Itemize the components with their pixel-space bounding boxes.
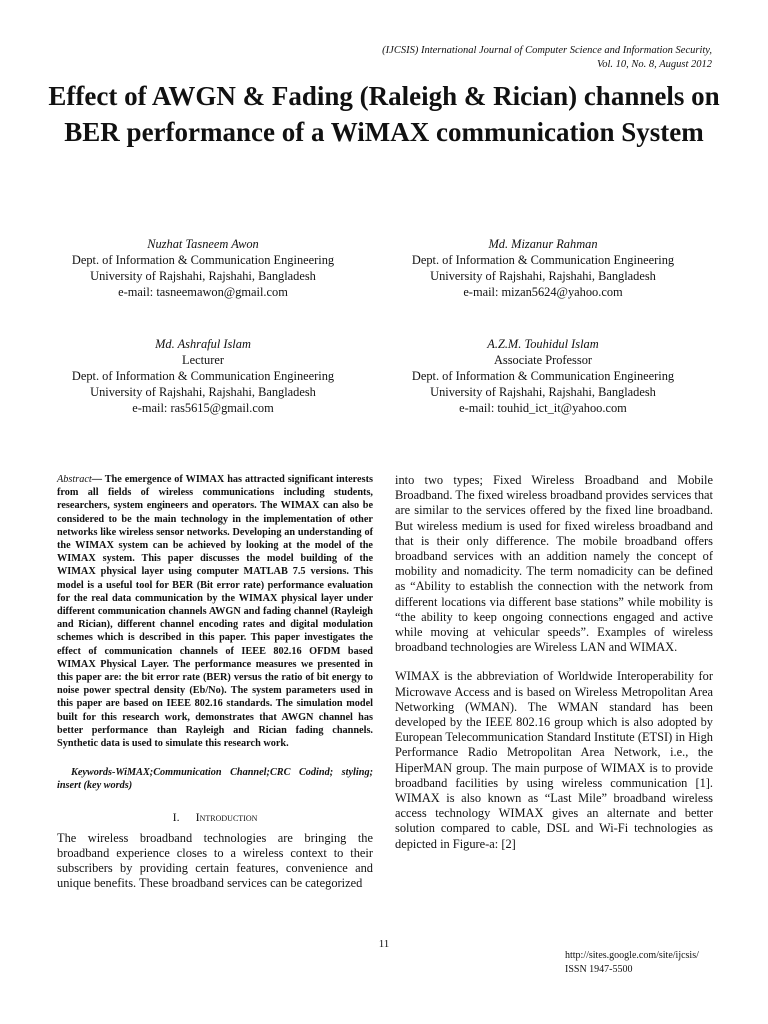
author-email: e-mail: touhid_ict_it@yahoo.com (459, 401, 627, 415)
author-role: Lecturer (182, 353, 224, 367)
intro-paragraph-continued: into two types; Fixed Wireless Broadband and Mobile Broadband. The fixed wireless broadband provides services that are similar to the services offered by the fixed line broadband. But wireless medium is used for fixed wireless broadband and that is their only difference. The mobile broadband offers broadband services with an addition namely the concept of mobility and nomadicity. The term nomadicity can be defined as “Ability to establish the connection with the network from different locations via different base stations” while mobility is “the ability to keep ongoing connections engaged and active while moving at vehicular speeds”. Examples of wireless broadband technologies are Wireless LAN and WIMAX. (395, 473, 713, 655)
section-number: I. (172, 809, 180, 824)
footer-issn: ISSN 1947-5500 (565, 963, 633, 975)
author-name: Md. Ashraful Islam (155, 337, 251, 351)
page-number: 11 (378, 938, 390, 950)
abstract-label: Abstract (57, 474, 92, 485)
author-univ: University of Rajshahi, Rajshahi, Bangladesh (90, 385, 316, 399)
journal-header (382, 44, 712, 72)
author-univ: University of Rajshahi, Rajshahi, Bangladesh (430, 385, 656, 399)
right-column (395, 473, 713, 852)
author-block-1 (53, 236, 353, 300)
abstract-text: The emergence of WIMAX has attracted significant interests from all fields of wireless communications including students, researchers, system engineers and operators. The WIMAX can also be considered to be the main technology in the implementation of other networks like wireless sensor networks. Developing an understanding of the WIMAX system can be achieved by looking at the model of the WIMAX system. This paper discusses the model building of the WIMAX physical layer using computer MATLAB 7.5 versions. This model is a useful tool for BER (Bit error rate) performance evaluation for the real data communication by the WIMAX physical layer under different communication channels AWGN and fading channel (Rayleigh and Rician), different channel encoding rates and digital modulation schemes which is described in this paper. This paper investigates the effect of communication channels of IEEE 802.16 OFDM based WIMAX Physical Layer. The performance measures we presented in this paper are: the bit error rate (BER) versus the ratio of bit energy to noise power spectral density (Eb/No). The system parameters used in this paper are based on IEEE 802.16 standards. The simulation model built for this research work, demonstrates that AWGN channel has better performance than Rayleigh and Rician fading channels. Synthetic data is used to simulate this research work. (57, 474, 373, 750)
author-block-4 (393, 336, 693, 416)
author-block-2 (393, 236, 693, 300)
paper-title: Effect of AWGN & Fading (Raleigh & Rician) channels on BER performance of a WiMAX communication System (48, 81, 720, 147)
author-email: e-mail: tasneemawon@gmail.com (118, 285, 288, 299)
author-dept: Dept. of Information & Communication Engineering (411, 253, 675, 267)
section-heading (57, 809, 373, 825)
author-univ: University of Rajshahi, Rajshahi, Bangladesh (90, 269, 316, 283)
abstract-dash: — (91, 474, 102, 485)
author-name: Nuzhat Tasneem Awon (147, 237, 259, 251)
section-title: Introduction (195, 809, 258, 824)
author-block-3 (53, 336, 353, 416)
author-univ: University of Rajshahi, Rajshahi, Bangladesh (430, 269, 656, 283)
author-dept: Dept. of Information & Communication Engineering (71, 253, 335, 267)
left-column (57, 473, 373, 891)
journal-volume: Vol. 10, No. 8, August 2012 (596, 59, 712, 70)
author-role: Associate Professor (493, 353, 593, 367)
keywords: Keywords-WiMAX;Communication Channel;CRC Codind; styling; insert (key words) (57, 767, 373, 792)
page-footer (565, 949, 699, 976)
intro-paragraph: The wireless broadband technologies are bringing the broadband experience closes to a wireless context to their subscribers by providing certain features, convenience and unique benefits. These broadband services can be categorized (57, 830, 373, 891)
abstract (57, 473, 373, 750)
author-name: A.Z.M. Touhidul Islam (487, 337, 599, 351)
journal-name: (IJCSIS) International Journal of Computer Science and Information Security, (382, 45, 712, 56)
author-email: e-mail: mizan5624@yahoo.com (463, 285, 623, 299)
wimax-paragraph: WIMAX is the abbreviation of Worldwide Interoperability for Microwave Access and is based on Wireless Metropolitan Area Networking (WMAN). The WMAN standard has been developed by the IEEE 802.16 group which is also adopted by European Telecommunication Standard Institute (ETSI) in High Performance Radio Metropolitan Area Network, i.e., the HiperMAN group. The main purpose of WIMAX is to provide broadband facilities by using wireless communication [1]. WIMAX is also known as “Last Mile” broadband wireless access technology WIMAX gives an alternate and better solution compared to cable, DSL and Wi-Fi technologies as depicted in Figure-a: [2] (395, 669, 713, 851)
footer-url: http://sites.google.com/site/ijcsis/ (565, 950, 699, 961)
author-email: e-mail: ras5615@gmail.com (132, 401, 274, 415)
author-name: Md. Mizanur Rahman (488, 237, 598, 251)
author-dept: Dept. of Information & Communication Engineering (71, 369, 335, 383)
author-dept: Dept. of Information & Communication Engineering (411, 369, 675, 383)
